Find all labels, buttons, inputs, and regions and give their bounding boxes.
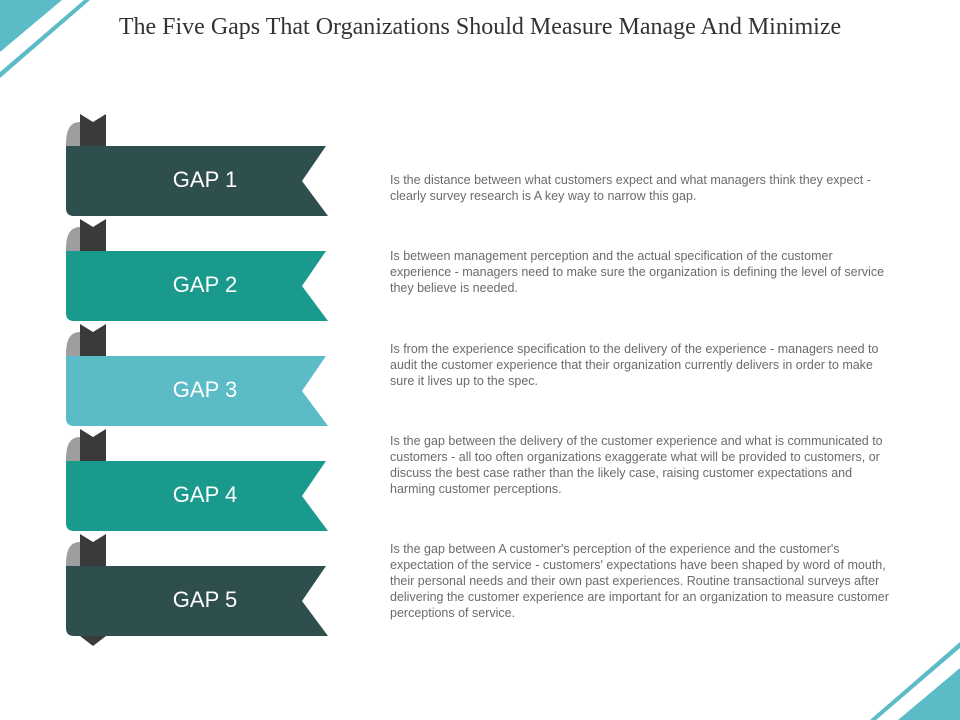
page-title: The Five Gaps That Organizations Should Measure Manage And Minimize (118, 14, 842, 40)
gap-label: GAP 5 (172, 587, 238, 612)
gap-description: Is from the experience specification to the delivery of the experience - managers need to audit the customer experience that their organization currently delivers in order to make sure it lives up to the spec. (390, 342, 879, 388)
gap-description: Is between management perception and the actual specification of the customer experience - managers need to make sure the organization is defining the level of service they believe is needed. (390, 249, 885, 295)
gap-label: GAP 3 (172, 377, 238, 402)
gap-label: GAP 4 (172, 482, 238, 507)
gap-label: GAP 1 (172, 167, 238, 192)
gap-label: GAP 2 (172, 272, 238, 297)
gap-description: Is the gap between the delivery of the customer experience and what is communicated to customers - all too often organizations exaggerate what will be provided to customers, or discuss the best case rather than the likely case, raising customer expectations and harming customer perceptions. (390, 434, 883, 496)
gap-description: Is the distance between what customers expect and what managers think they expect - clearly survey research is A key way to narrow this gap. (390, 173, 871, 203)
gap-description: Is the gap between A customer's perception of the experience and the customer's expectation of the service - customers' expectations have been shaped by word of mouth, their personal needs and their own past experiences. Routine transactional surveys after delivering the customer experience are important for an organization to measure customer perceptions of service. (390, 542, 889, 620)
